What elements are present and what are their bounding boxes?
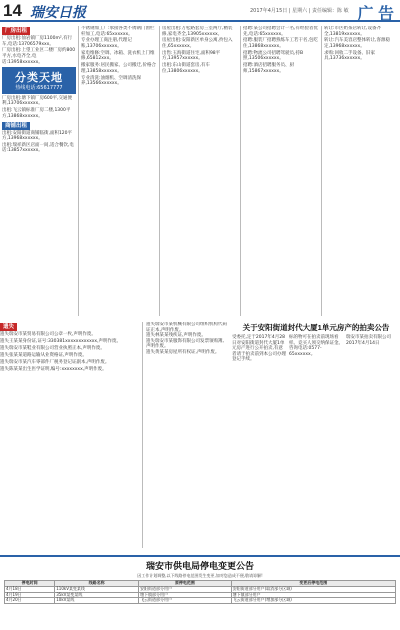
table-cell: 塘下镇部分用户 xyxy=(139,592,232,598)
lost-notices-heading: 遗失 xyxy=(0,323,17,331)
classified-ad: 出售:玉海街道住宅,面积98平方,13957xxxxxx。 xyxy=(162,50,221,62)
classified-banner xyxy=(2,67,76,94)
classified-column-5 xyxy=(324,26,398,318)
lost-notice: 遗失王某某身份证,证号:330381xxxxxxxxxxxx,声明作废。 xyxy=(0,339,122,344)
classified-ad: 出租:安阳街道商铺临街,面积120平方,13968xxxxxx。 xyxy=(2,130,73,142)
classified-column-1 xyxy=(2,26,76,318)
table-header: 原停电范围 xyxy=(139,581,232,587)
classified-ad: 转让:汽车美容店整体转让,客源稳定,13968xxxxxx。 xyxy=(324,38,390,49)
table-cell: 4月20日 xyxy=(5,598,55,604)
classified-ad: 厂房出租:仙岩镇厂房1100m²,有行车,电话:13706579xxx。 xyxy=(2,36,73,47)
table-cell: 110kV某变某线 xyxy=(55,586,139,592)
classified-hotline: 热线电话:65617777 xyxy=(15,85,63,92)
classified-ad: 招聘:酒店招聘服务员、厨师,15867xxxxxx。 xyxy=(243,63,295,74)
table-cell: 35kV某变某线 xyxy=(55,592,139,598)
classified-ad: 专业清洗:油烟机、空调清洗保养,13566xxxxxx。 xyxy=(81,75,142,87)
classified-ad: 房屋出租:万松路套房三室两厅,精装修,家电齐全,13905xxxxxx。 xyxy=(162,26,233,37)
classified-ad: 厂房出租:上望工业区二楼厂房约800平方,水电齐全,电话:13958xxxxxx。 xyxy=(2,48,76,65)
auction-notice-body xyxy=(232,335,400,363)
classified-ad: 厂房出租:塘下镇厂房600平,交通便利,13706xxxxxx。 xyxy=(2,95,73,107)
lost-notice: 遗失瑞安市某鞋业有限公司营业执照正本,声明作废。 xyxy=(0,346,105,351)
lost-notices-middle xyxy=(142,322,228,548)
table-header: 变更后停电范围 xyxy=(231,581,395,587)
classified-title: 分类天地 xyxy=(15,72,63,85)
classified-ad: 招聘:某公司招聘会计一名,有经验者优先,电话:65xxxxxx。 xyxy=(243,26,318,37)
classified-column-3 xyxy=(162,26,238,318)
table-header: 线路名称 xyxy=(55,581,139,587)
page-header xyxy=(0,0,400,22)
page-number: 14 xyxy=(3,1,22,20)
power-outage-notice xyxy=(0,555,400,630)
table-header: 停电时间 xyxy=(5,581,55,587)
issue-date: 2017年4月15日 | 星期六 | 责任编辑：陈 敏 xyxy=(250,8,349,14)
classified-ad: 招聘:服装厂招聘熟练车工若干名,包吃住,13868xxxxxx。 xyxy=(243,38,318,49)
table-cell: 飞云街道部分用户 xyxy=(139,598,232,604)
classified-column-4 xyxy=(243,26,319,318)
table-cell: 塘下镇部分用户 xyxy=(231,592,395,598)
lost-notice: 遗失瑞安市某服饰有限公司发票领购簿,声明作废。 xyxy=(146,338,224,349)
lost-notice: 遗失张某某道路运输从业资格证,声明作废。 xyxy=(0,353,87,358)
lost-notice: 遗失瑞安市某贸易有限公司公章一枚,声明作废。 xyxy=(0,332,96,337)
category-heading: 商铺出租 xyxy=(2,122,30,130)
column-divider xyxy=(240,26,241,316)
classified-ad: 出租:瑞祥新区店面一间,适合餐饮,电话:13857xxxxxx。 xyxy=(2,142,74,154)
classified-ad: 求购:回收二手设备、旧家具,13736xxxxxx。 xyxy=(324,50,376,62)
table-cell: 4月18日 xyxy=(5,586,55,592)
classified-ad: 出租:飞云镇标准厂房二楼,1300平方,13868xxxxxx。 xyxy=(2,108,71,119)
table-cell: 飞云街道部分用户(增加部分区域) xyxy=(231,598,395,604)
table-row xyxy=(5,598,396,604)
auction-notice-title: 关于安阳街道封代大厦1单元房产的拍卖公告 xyxy=(242,323,390,332)
newspaper-logo: 瑞安日报 xyxy=(30,6,86,21)
auction-notice-paragraph: 受委托,定于2017年4月28日对安阳街道封代大厦1单元房产进行公开拍卖,有意者请于拍卖前到本公司办理登记手续。 xyxy=(232,335,286,362)
classified-ad: 搬家服务:居民搬家、公司搬迁,价格合理,13858xxxxxx。 xyxy=(81,63,156,74)
column-divider xyxy=(321,26,322,316)
auction-notice-paragraph: 标的物可在拍卖前现场看样。竞买人须交纳保证金。咨询电话:0577-65xxxxxx。 xyxy=(289,335,343,357)
lost-notice: 遗失黄某某房屋所有权证,声明作废。 xyxy=(146,349,220,355)
classified-ad: 不锈钢加工厂:承接各类不锈钢门窗栏杆加工,电话:65xxxxxx。 xyxy=(81,26,155,37)
power-notice-title: 瑞安市供电局停电变更公告 xyxy=(145,561,254,571)
column-divider xyxy=(78,26,79,316)
lost-notice: 遗失瑞安市某汽车零部件厂税务登记证副本,声明作废。 xyxy=(0,360,110,365)
power-notice-table xyxy=(4,580,396,604)
table-cell: 10kV某线 xyxy=(55,598,139,604)
classified-ad: 转让:市区奶茶店转让,设备齐全,13819xxxxxx。 xyxy=(324,26,381,37)
table-cell: 安阳街道部分用户 xyxy=(139,586,232,592)
classified-column-2 xyxy=(81,26,157,318)
table-cell: 安阳街道部分用户(取消部分区域) xyxy=(231,586,395,592)
column-divider xyxy=(159,26,160,316)
lost-notice: 遗失陈某某出生医学证明,编号:xxxxxxxx,声明作废。 xyxy=(0,367,107,372)
table-cell: 4月19日 xyxy=(5,592,55,598)
power-notice-intro: 因工作计划调整,以下线路停电范围发生变更,如对您造成不便,敬请谅解! xyxy=(137,573,263,578)
auction-notice-paragraph: 瑞安市某拍卖有限公司 2017年4月14日 xyxy=(346,335,391,346)
section-label: 广 告 xyxy=(357,6,394,23)
classified-ad: 出租:东山街道套房,有车位,13806xxxxxx。 xyxy=(162,63,210,74)
lost-notices-section xyxy=(0,322,140,552)
classified-ad: 房屋出租:安阳新区单身公寓,拎包入住,65xxxxxx。 xyxy=(162,38,233,49)
category-heading: 厂房出租 xyxy=(2,27,30,35)
lost-notice: 遗失林某某残疾证,声明作废。 xyxy=(146,333,206,338)
auction-notice xyxy=(232,322,400,552)
classified-ad: 招聘:物流公司招聘驾驶员,持B照,13506xxxxxx。 xyxy=(243,50,304,62)
lost-notice: 遗失瑞安市某机械有限公司组织机构代码证正本,声明作废。 xyxy=(146,322,227,333)
classified-ad: 专业办理工商注册,代理记账,13706xxxxxx。 xyxy=(81,38,132,49)
classified-ad: 家电维修:空调、冰箱、洗衣机上门维修,65812xxx。 xyxy=(81,50,155,62)
